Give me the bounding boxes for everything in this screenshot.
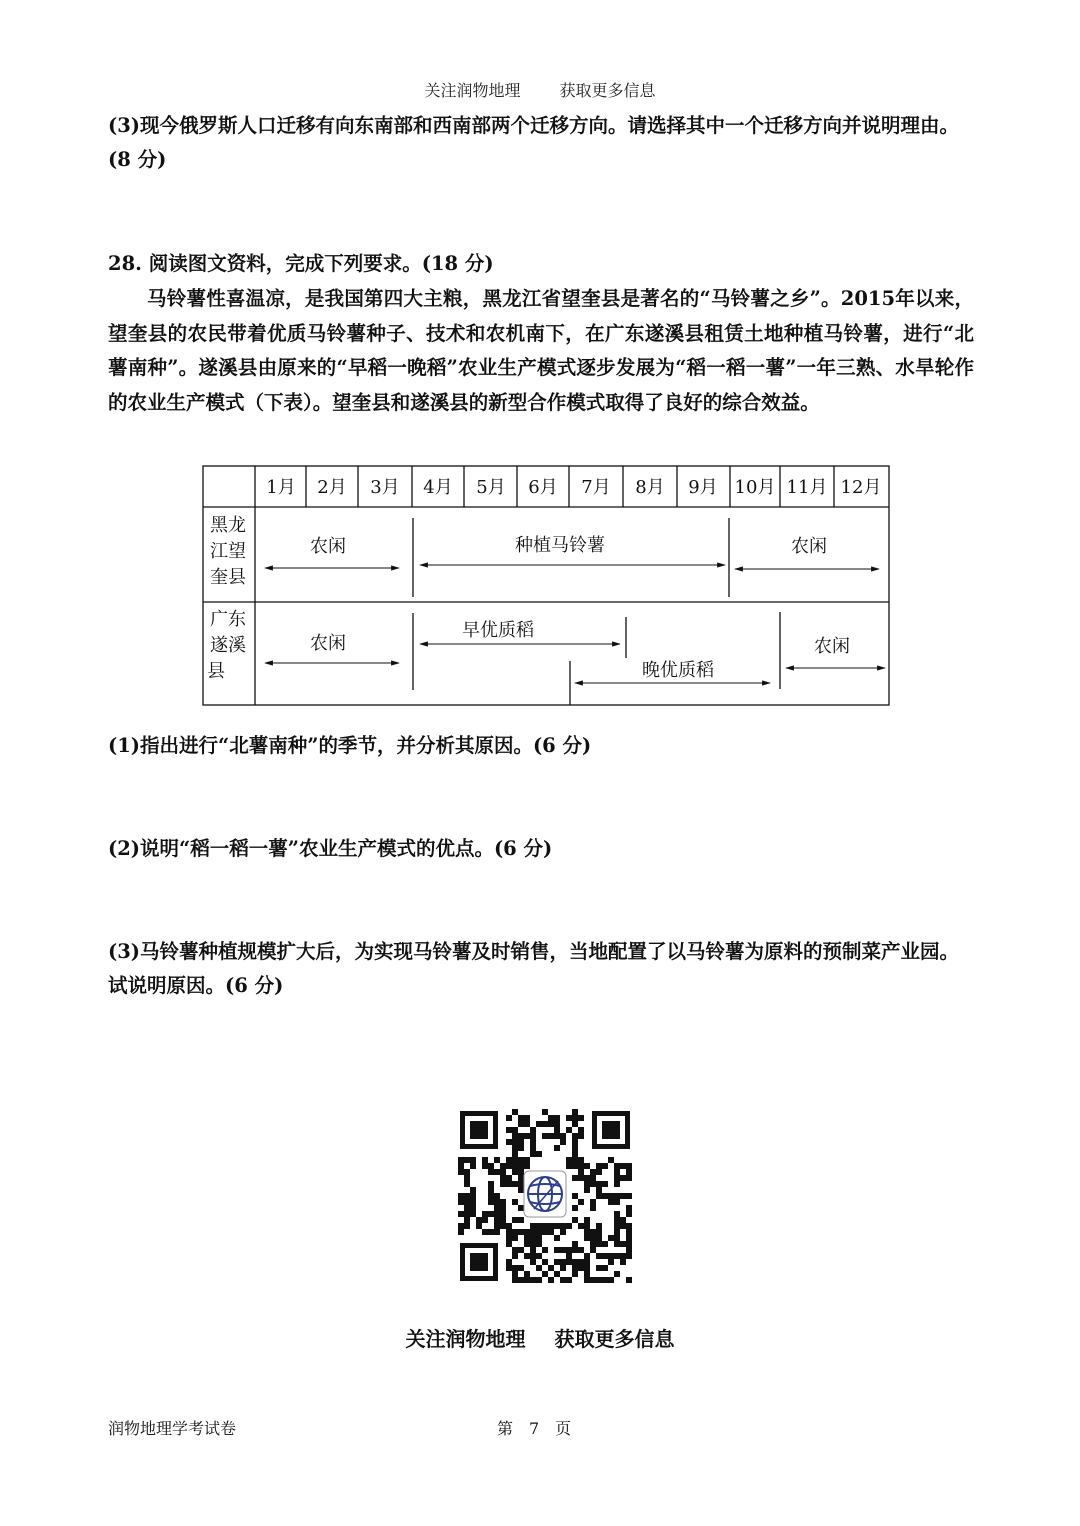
region-label: 江望 (210, 541, 246, 562)
qr-code (458, 1109, 632, 1283)
header-note-left: 关注润物地理 (424, 81, 521, 100)
month-header: 8月 (635, 477, 665, 498)
month-header: 7月 (581, 477, 611, 498)
q28-title: 28. 阅读图文资料，完成下列要求。(18 分) (108, 252, 494, 275)
month-header: 4月 (423, 477, 453, 498)
month-header: 9月 (688, 477, 718, 498)
month-header: 3月 (370, 477, 400, 498)
header-note-right: 获取更多信息 (559, 81, 656, 100)
region-label: 县 (207, 661, 225, 682)
month-header: 2月 (317, 477, 347, 498)
month-header: 10月 (734, 477, 776, 498)
period-label: 农闲 (791, 536, 827, 557)
month-header: 1月 (266, 477, 296, 498)
month-header: 12月 (840, 477, 882, 498)
month-header: 11月 (786, 477, 828, 498)
crop-calendar-table (202, 465, 892, 708)
promo-left: 关注润物地理 (405, 1327, 526, 1351)
footer-exam-name: 润物地理学考试卷 (108, 1419, 237, 1438)
footer-page-number: 第 7 页 (497, 1419, 572, 1438)
period-label: 晚优质稻 (642, 660, 714, 681)
period-label: 早优质稻 (462, 620, 534, 641)
region-label: 黑龙 (210, 515, 246, 536)
period-label: 农闲 (310, 536, 346, 557)
promo-right: 获取更多信息 (554, 1327, 675, 1351)
period-label: 农闲 (310, 633, 346, 654)
q28-paragraph: 马铃薯性喜温凉，是我国第四大主粮，黑龙江省望奎县是著名的“马铃薯之乡”。2015年以来，望奎县的农民带着优质马铃薯种子、技术和农机南下，在广东遂溪县租赁土地种植马铃薯，进行“北薯南种”。遂溪县由原来的“早稻一晚稻”农业生产模式逐步发展为“稻一稻一薯”一年三熟、水旱轮作的农业生产模式（下表）。望奎县和遂溪县的新型合作模式取得了良好的综合效益。 (108, 287, 974, 414)
period-label: 种植马铃薯 (515, 535, 605, 556)
region-label: 遂溪 (210, 635, 246, 656)
region-label: 奎县 (210, 567, 246, 588)
header-note (0, 78, 1080, 101)
region-label: 广东 (210, 609, 246, 630)
q28-question-3: (3)马铃薯种植规模扩大后，为实现马铃薯及时销售，当地配置了以马铃薯为原料的预制菜产业园。试说明原因。(6 分) (108, 940, 960, 997)
period-label: 农闲 (814, 636, 850, 657)
q27-part3: (3)现今俄罗斯人口迁移有向东南部和西南部两个迁移方向。请选择其中一个迁移方向并说明理由。(8 分) (108, 114, 960, 171)
q28-question-1: (1)指出进行“北薯南种”的季节，并分析其原因。(6 分) (108, 734, 592, 757)
q28-question-2: (2)说明“稻一稻一薯”农业生产模式的优点。(6 分) (108, 837, 553, 860)
month-header: 5月 (476, 477, 506, 498)
month-header: 6月 (528, 477, 558, 498)
promo-caption (0, 1323, 1080, 1352)
